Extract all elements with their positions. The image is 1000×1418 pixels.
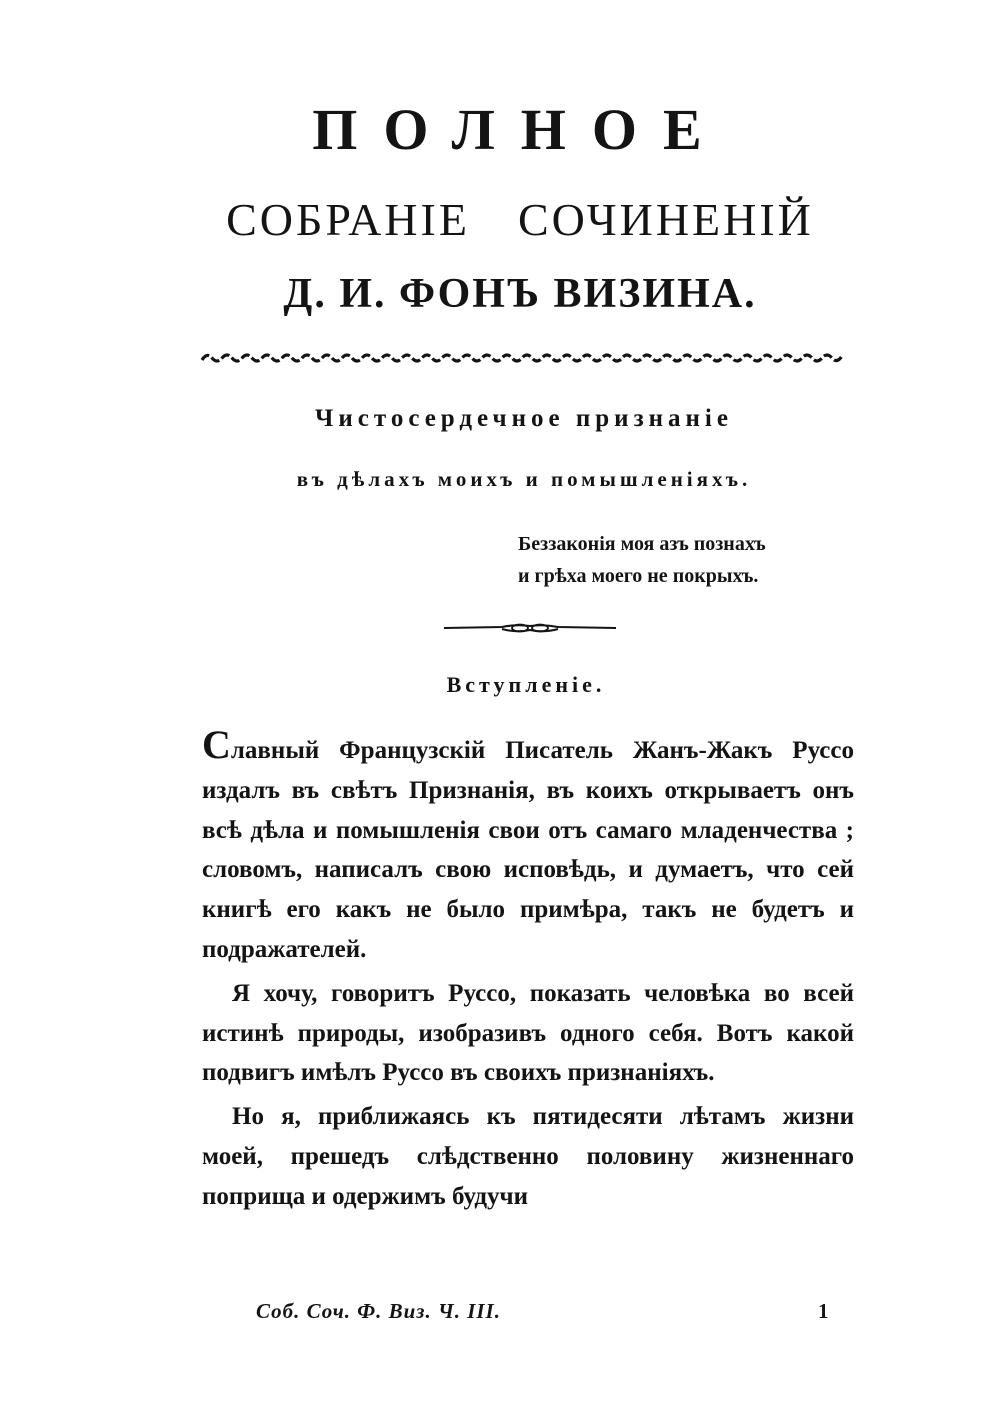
subtitle-line-1: Чистосердечное признанiе <box>315 405 733 432</box>
title-line-2 <box>0 192 1000 248</box>
epigraph <box>518 528 848 592</box>
body-text <box>202 722 854 1217</box>
title-line-2-word-1: СОБРАНIЕ <box>226 194 470 245</box>
ornament-divider <box>442 616 618 640</box>
paragraph-3: Но я, приближаясь къ пятидесяти лѣтамъ жизни моей, прешедъ слѣдственно половину жизненнаго поприща и одержимъ будучи <box>202 1103 854 1210</box>
signature-mark: Соб. Соч. Ф. Виз. Ч. III. <box>256 1299 501 1323</box>
paragraph-2: Я хочу, говоритъ Руссо, показать человѣка во всей истинѣ природы, изобразивъ одного себя. Вотъ какой подвигъ имѣлъ Руссо въ своихъ признанiяхъ. <box>202 979 854 1087</box>
page-number: 1 <box>818 1299 829 1323</box>
subtitle-line-2: въ дѣлахъ моихъ и помышленiяхъ. <box>296 467 752 491</box>
paragraph-1-text: лавный Французскiй Писатель Жанъ-Жакъ Руссо издалъ въ свѣтъ Признанiя, въ коихъ открываетъ онъ всѣ дѣла и помышленiя свои отъ самаго младенчества ; словомъ, написалъ свою исповѣдь, и думаетъ, что сей книгѣ его какъ не было примѣра, такъ не будетъ и подражателей. <box>202 737 854 963</box>
title-author: Д. И. ФОНЪ ВИЗИНА. <box>283 271 757 317</box>
wavy-rule-divider <box>200 346 845 370</box>
drop-cap: С <box>202 722 231 767</box>
paragraph-1 <box>202 722 854 970</box>
page-footer <box>256 1294 836 1328</box>
section-heading: Вступленiе. <box>446 672 606 697</box>
title-line-1: ПОЛНОЕ <box>312 97 728 162</box>
epigraph-line-1: Беззаконiя моя азъ познахъ <box>518 533 766 555</box>
title-line-2-word-2: СОЧИНЕНIЙ <box>517 194 814 245</box>
epigraph-line-2: и грѣха моего не покрыхъ. <box>518 565 759 587</box>
